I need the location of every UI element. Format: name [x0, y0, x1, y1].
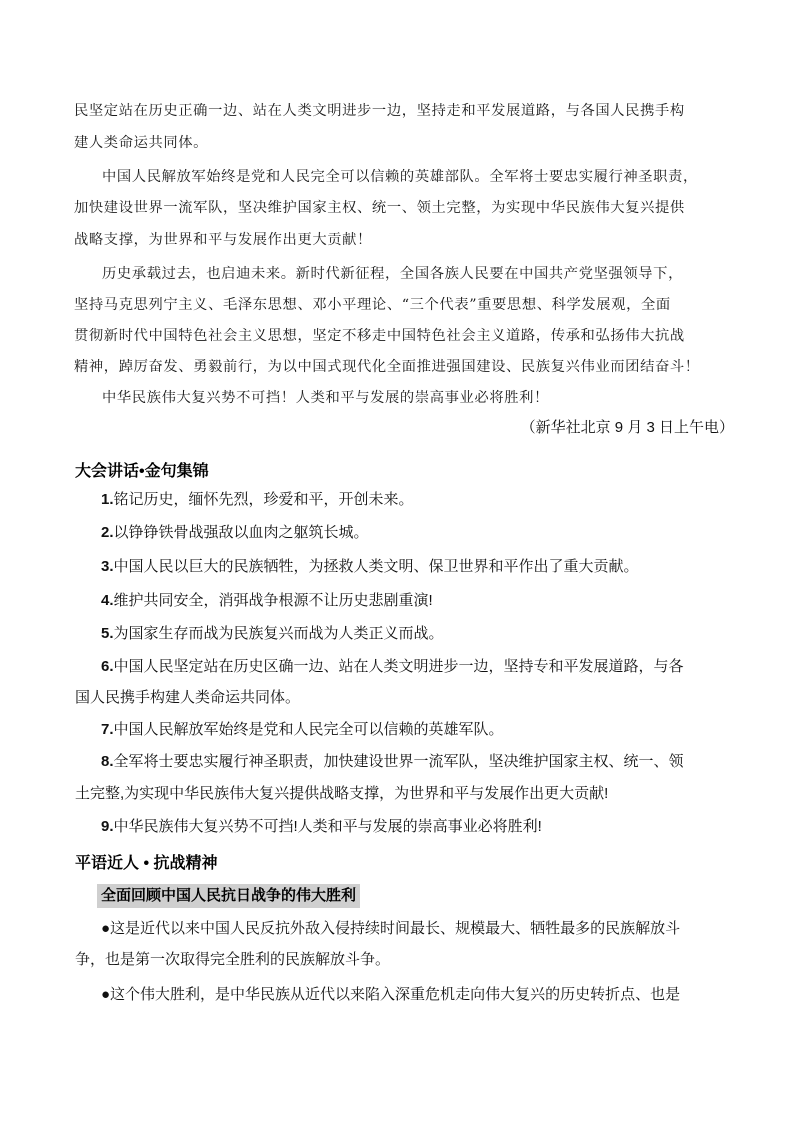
- quote-text: 全军将士要忠实履行神圣职责，加快建设世界一流军队，坚决维护国家主权、统一、领: [113, 753, 684, 770]
- quote-text: 铭记历史，缅怀先烈，珍爱和平，开创未来。: [113, 491, 414, 508]
- quote-text: 中国人民解放军始终是党和人民完全可以信赖的英雄军队。: [113, 721, 504, 738]
- article-line: 中国人民解放军始终是党和人民完全可以信赖的英雄部队。全军将士要忠实履行神圣职责，: [102, 169, 698, 185]
- list-item-continuation: [75, 782, 608, 803]
- quote-text: 为国家生存而战为民族复兴而战为人类正义而战。: [113, 625, 444, 642]
- bullet-line: ●这个伟大胜利，是中华民族从近代以来陷入深重危机走向伟大复兴的历史转折点、也是: [101, 986, 681, 1003]
- quote-number: 7.: [101, 721, 114, 738]
- list-item: [101, 589, 433, 610]
- article-line: 精神，踔厉奋发、勇毅前行，为以中国式现代化全面推进强国建设、民族复兴伟业而团结奋斗！: [74, 359, 700, 375]
- article-line: 战略支撑，为世界和平与发展作出更大贡献！: [74, 232, 372, 248]
- quote-text: 中华民族伟大复兴势不可挡!人类和平与发展的崇高事业必将胜利!: [113, 818, 542, 835]
- quote-text: 土完整,为实现中华民族伟大复兴提供战略支撑，为世界和平与发展作出更大贡献!: [75, 785, 609, 802]
- quote-number: 8.: [101, 753, 114, 770]
- bullet-line: 争，也是第一次取得完全胜利的民族解放斗争。: [75, 951, 391, 968]
- list-item: [101, 815, 542, 836]
- quote-number: 9.: [101, 818, 114, 835]
- quotes-section-title: 大会讲话•金句集锦: [75, 463, 209, 480]
- list-item-continuation: [75, 686, 300, 707]
- article-line: 中华民族伟大复兴势不可挡！人类和平与发展的崇高事业必将胜利！: [102, 390, 549, 406]
- article-line: 民坚定站在历史正确一边、站在人类文明进步一边，坚持走和平发展道路，与各国人民携手构: [74, 103, 685, 119]
- quote-number: 3.: [101, 558, 114, 575]
- article-line: 坚持马克思列宁主义、毛泽东思想、邓小平理论、“三个代表”重要思想、科学发展观，全面: [74, 297, 671, 313]
- quote-number: 6.: [101, 658, 114, 675]
- list-item: [101, 555, 639, 576]
- quote-text: 国人民携手构建人类命运共同体。: [75, 689, 301, 706]
- list-item: [101, 718, 504, 739]
- list-item: [101, 622, 444, 643]
- article-line: 建人类命运共同体。: [74, 135, 209, 151]
- quote-number: 1.: [101, 491, 114, 508]
- quote-number: 5.: [101, 625, 114, 642]
- quote-number: 4.: [101, 592, 114, 609]
- article-line: 贯彻新时代中国特色社会主义思想，坚定不移走中国特色社会主义道路，传承和弘扬伟大抗战: [74, 328, 685, 344]
- quote-text: 维护共同安全，消弭战争根源不让历史悲剧重演!: [113, 592, 433, 609]
- list-item: [101, 521, 369, 542]
- bullet-line: ●这是近代以来中国人民反抗外敌入侵持续时间最长、规模最大、牺牲最多的民族解放斗: [101, 920, 681, 937]
- list-item: [101, 750, 684, 771]
- spirit-section-title: 平语近人 • 抗战精神: [75, 855, 218, 872]
- quote-number: 2.: [101, 524, 114, 541]
- article-line: 历史承载过去，也启迪未来。新时代新征程，全国各族人民要在中国共产党坚强领导下，: [102, 266, 683, 282]
- dateline: （新华社北京 9 月 3 日上午电）: [520, 419, 734, 436]
- article-line: 加快建设世界一流军队，坚决维护国家主权、统一、领土完整，为实现中华民族伟大复兴提供: [74, 200, 685, 216]
- list-item: [101, 655, 684, 676]
- list-item: [101, 488, 414, 509]
- quote-text: 中国人民以巨大的民族牺牲，为拯救人类文明、保卫世界和平作出了重大贡献。: [113, 558, 639, 575]
- highlighted-heading: 全面回顾中国人民抗日战争的伟大胜利: [97, 884, 360, 908]
- quote-text: 中国人民坚定站在历史区确一边、站在人类文明进步一边，坚持专和平发展道路，与各: [113, 658, 684, 675]
- quote-text: 以铮铮铁骨战强敌以血肉之躯筑长城。: [113, 524, 369, 541]
